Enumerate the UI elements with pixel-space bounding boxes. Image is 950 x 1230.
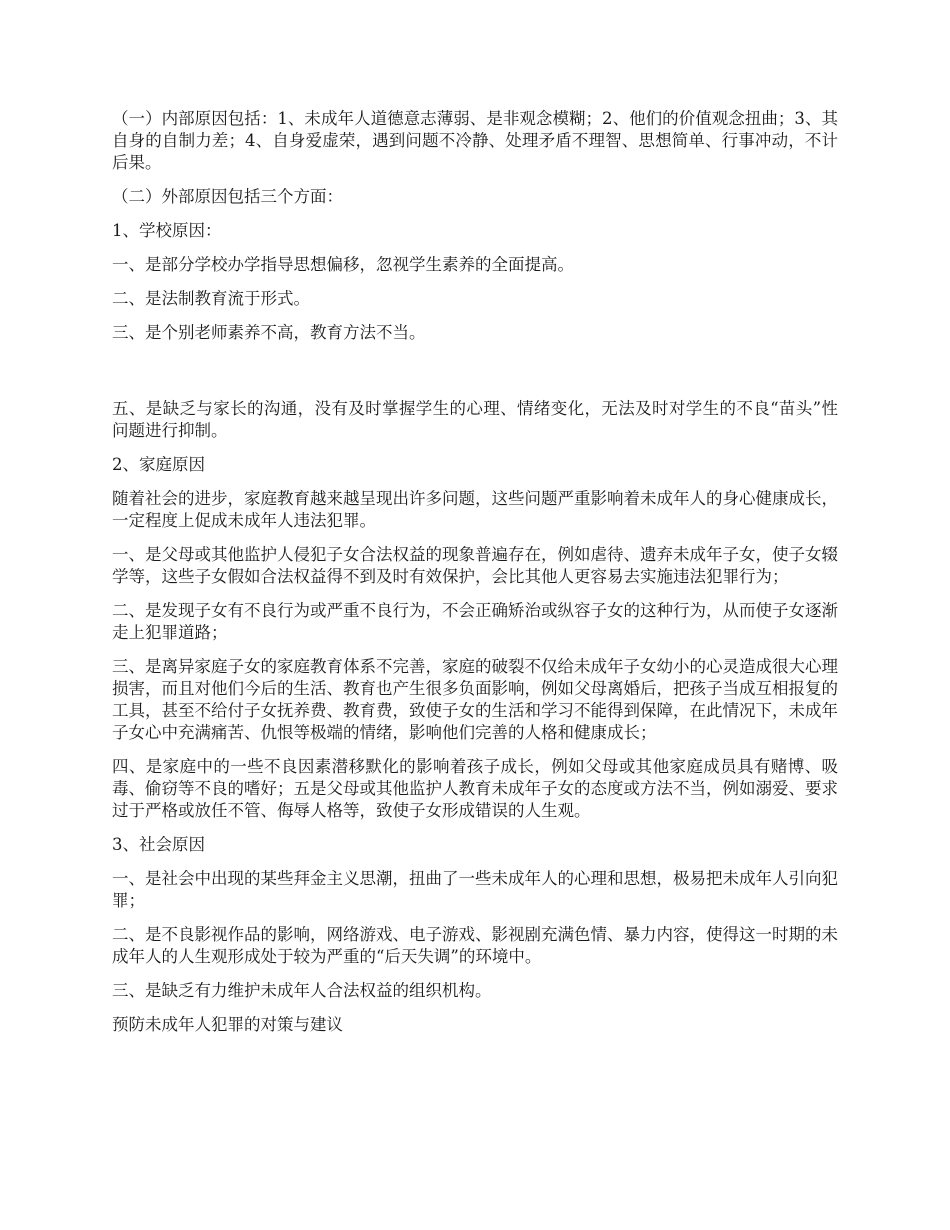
paragraph-family-cause-4: 四、是家庭中的一些不良因素潜移默化的影响着孩子成长，例如父母或其他家庭成员具有赌博、吸毒、偷窃等不良的嗜好；五是父母或其他监护人教育未成年子女的态度或方法不当，例如溺爱、要求过于严格或放任不管、侮辱人格等，致使子女形成错误的人生观。 bbox=[112, 757, 838, 820]
paragraph-family-intro: 随着社会的进步，家庭教育越来越呈现出许多问题，这些问题严重影响着未成年人的身心健康成长，一定程度上促成未成年人违法犯罪。 bbox=[112, 489, 838, 530]
paragraph-family-cause-2: 二、是发现子女有不良行为或严重不良行为，不会正确矫治或纵容子女的这种行为，从而使子女逐渐走上犯罪道路； bbox=[112, 601, 838, 642]
blank-spacer bbox=[112, 356, 838, 398]
paragraph-family-cause-3: 三、是离异家庭子女的家庭教育体系不完善，家庭的破裂不仅给未成年子女幼小的心灵造成很大心理损害，而且对他们今后的生活、教育也产生很多负面影响，例如父母离婚后，把孩子当成互相报复的工具，甚至不给付子女抚养费、教育费，致使子女的生活和学习不能得到保障，在此情况下，未成年子女心中充满痛苦、仇恨等极端的情绪，影响他们完善的人格和健康成长； bbox=[112, 657, 838, 742]
paragraph-school-causes-heading: 1、学校原因： bbox=[112, 221, 222, 240]
paragraph-school-cause-5: 五、是缺乏与家长的沟通，没有及时掌握学生的心理、情绪变化，无法及时对学生的不良“苗头”性问题进行抑制。 bbox=[112, 399, 838, 440]
paragraph-external-causes-heading: （二）外部原因包括三个方面： bbox=[112, 187, 343, 206]
paragraph-internal-causes: （一）内部原因包括：1、未成年人道德意志薄弱、是非观念模糊；2、他们的价值观念扭曲；3、其自身的自制力差；4、自身爱虚荣，遇到问题不冷静、处理矛盾不理智、思想简单、行事冲动，不计后果。 bbox=[112, 109, 838, 172]
paragraph-prevention-heading: 预防未成年人犯罪的对策与建议 bbox=[112, 1015, 343, 1034]
paragraph-school-cause-2: 二、是法制教育流于形式。 bbox=[112, 289, 310, 308]
paragraph-school-cause-3: 三、是个别老师素养不高，教育方法不当。 bbox=[112, 323, 426, 342]
paragraph-school-cause-1: 一、是部分学校办学指导思想偏移，忽视学生素养的全面提高。 bbox=[112, 255, 574, 274]
paragraph-social-cause-3: 三、是缺乏有力维护未成年人合法权益的组织机构。 bbox=[112, 981, 492, 1000]
paragraph-family-causes-heading: 2、家庭原因 bbox=[112, 455, 205, 474]
paragraph-social-causes-heading: 3、社会原因 bbox=[112, 835, 205, 854]
paragraph-social-cause-2: 二、是不良影视作品的影响，网络游戏、电子游戏、影视剧充满色情、暴力内容，使得这一时期的未成年人的人生观形成处于较为严重的“后天失调”的环境中。 bbox=[112, 925, 838, 966]
paragraph-social-cause-1: 一、是社会中出现的某些拜金主义思潮，扭曲了一些未成年人的心理和思想，极易把未成年人引向犯罪； bbox=[112, 869, 838, 910]
document-body bbox=[112, 108, 838, 1048]
paragraph-family-cause-1: 一、是父母或其他监护人侵犯子女合法权益的现象普遍存在，例如虐待、遗弃未成年子女，使子女辍学等，这些子女假如合法权益得不到及时有效保护，会比其他人更容易去实施违法犯罪行为； bbox=[112, 545, 838, 586]
